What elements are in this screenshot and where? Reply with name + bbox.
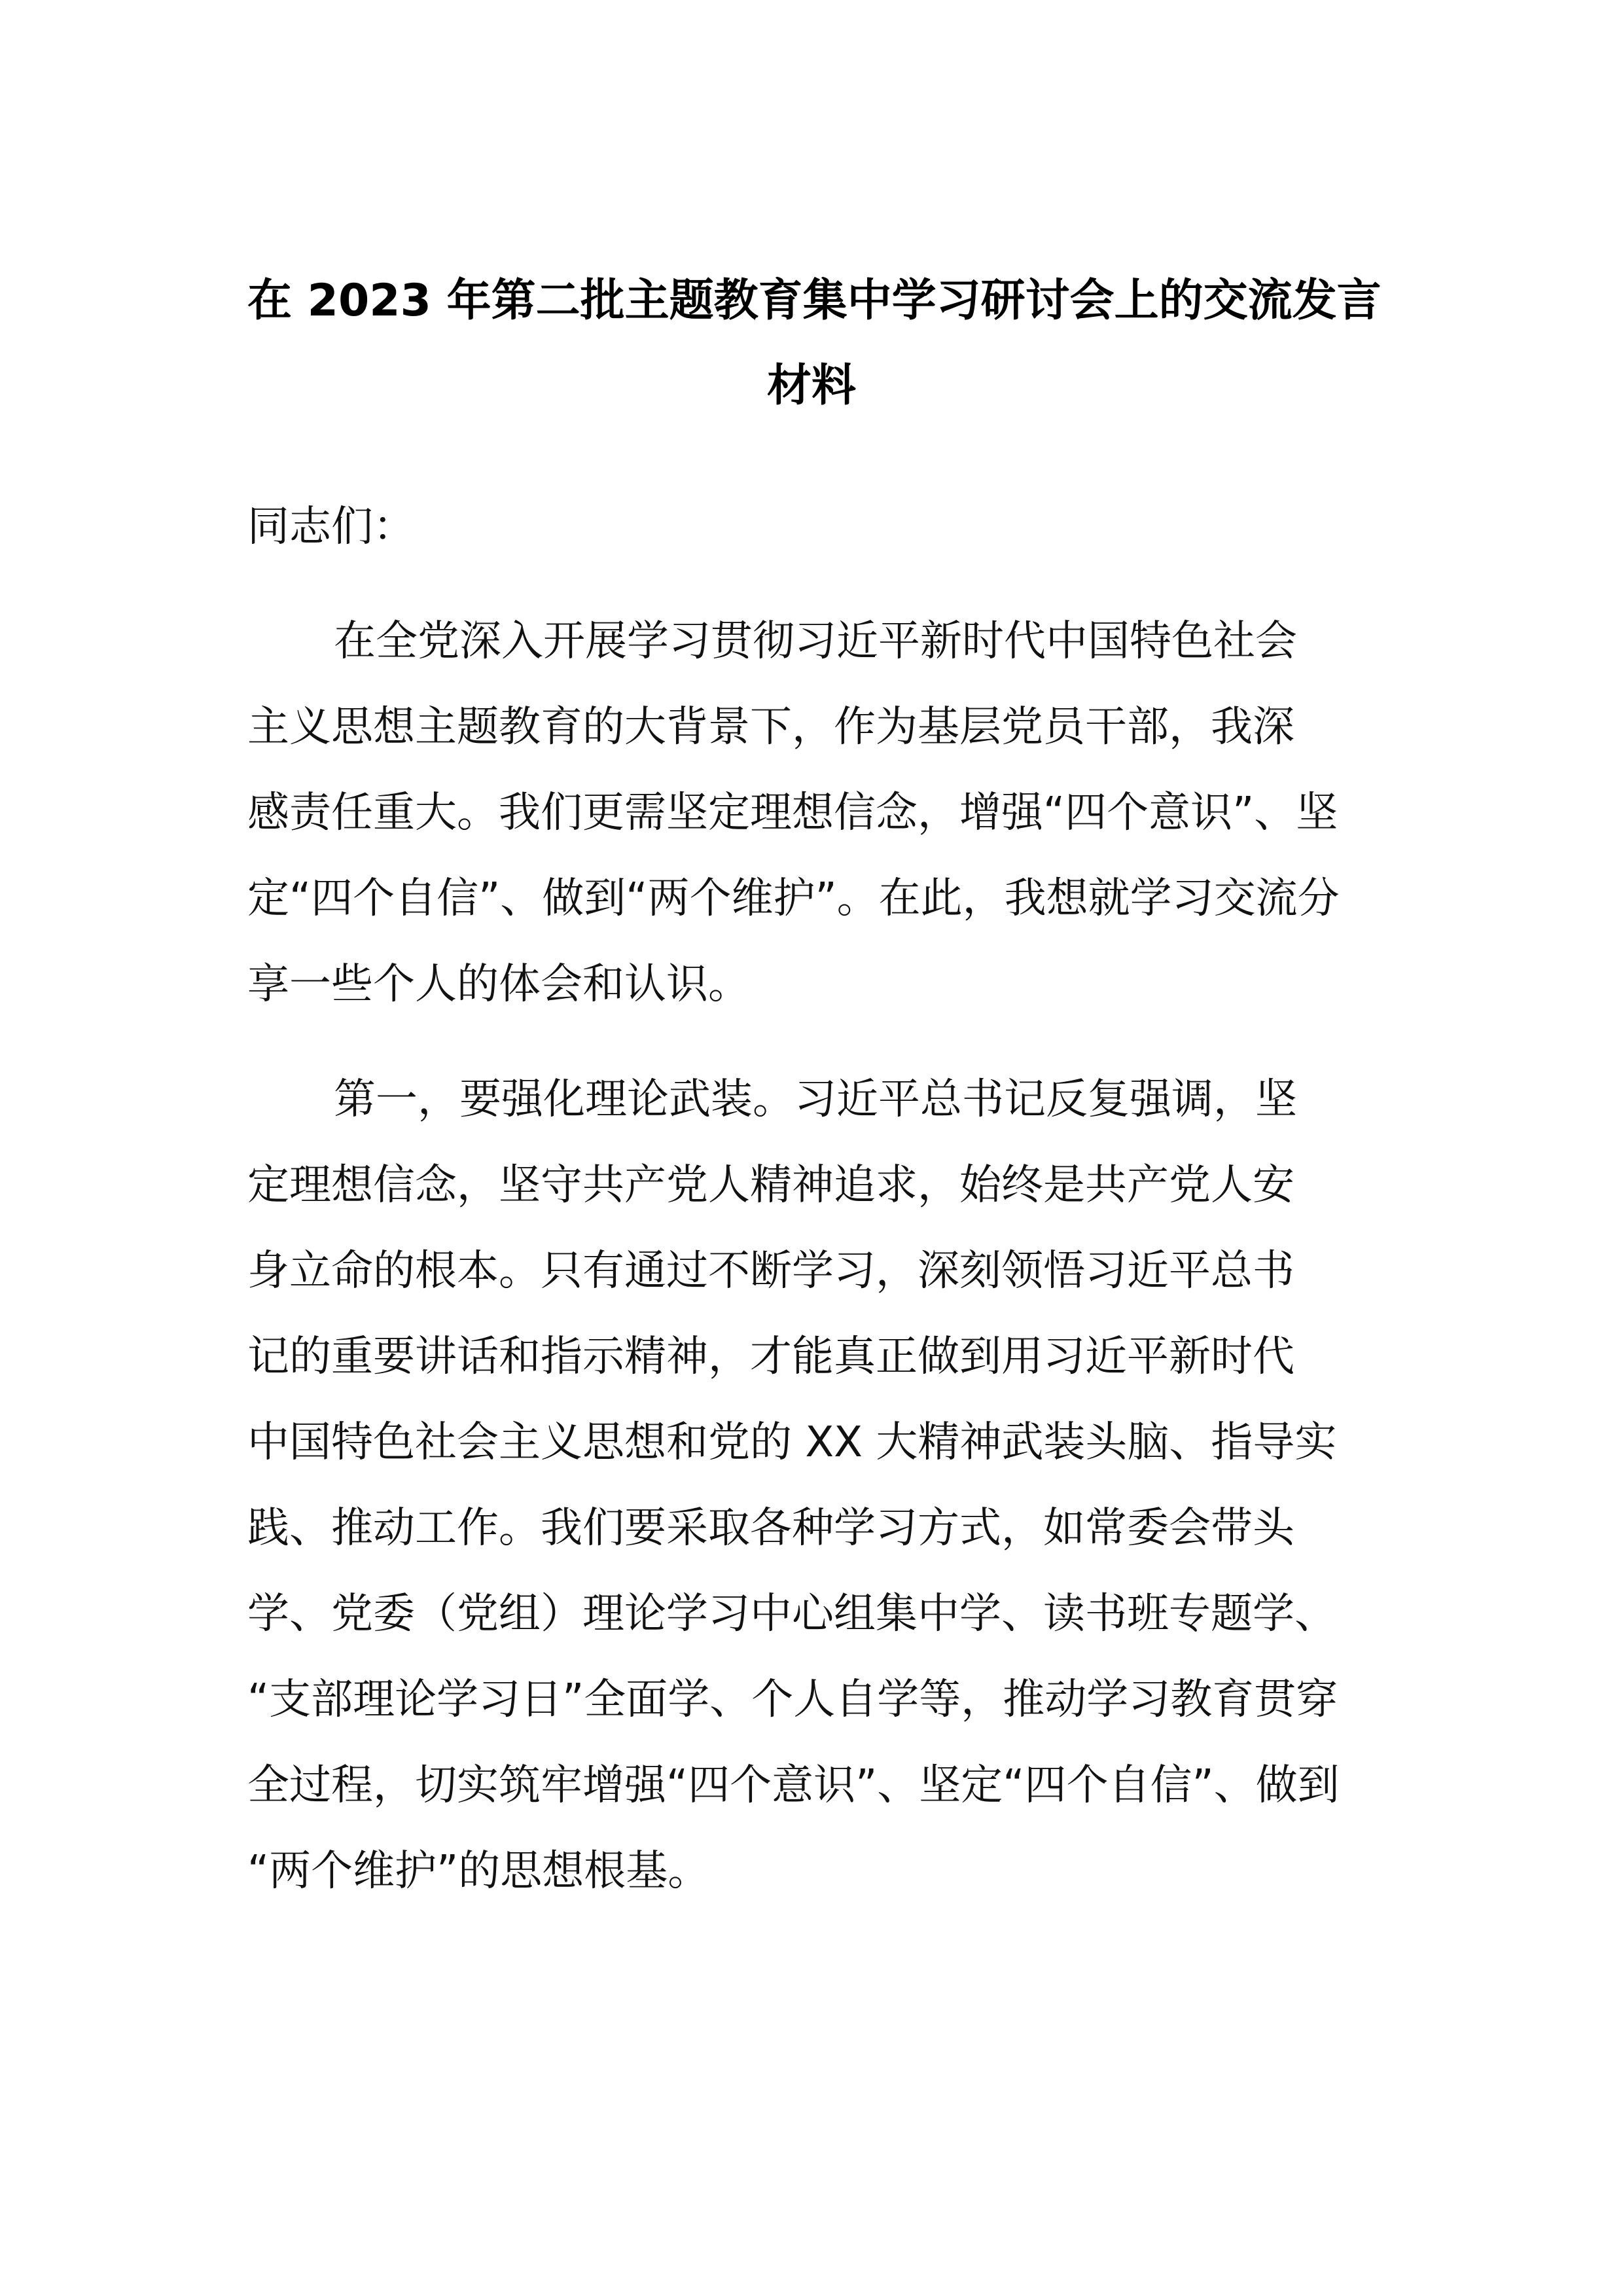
paragraph-intro bbox=[247, 599, 1340, 1028]
paragraph-line: 记的重要讲话和指示精神，才能真正做到用习近平新时代 bbox=[247, 1333, 1294, 1381]
paragraph-line: 全过程，切实筑牢增强“四个意识”、坚定“四个自信”、做到 bbox=[247, 1761, 1340, 1810]
paragraph-line: 第一，要强化理论武装。习近平总书记反复强调，坚 bbox=[334, 1075, 1297, 1124]
salutation: 同志们： bbox=[247, 503, 415, 551]
paragraph-line: 定理想信念，坚守共产党人精神追求，始终是共产党人安 bbox=[247, 1161, 1294, 1210]
paragraph-line: 身立命的根本。只有通过不断学习，深刻领悟习近平总书 bbox=[247, 1247, 1294, 1295]
document-title bbox=[247, 259, 1382, 429]
paragraph-line: 践、推动工作。我们要采取各种学习方式，如常委会带头 bbox=[247, 1504, 1294, 1552]
paragraph-line: 主义思想主题教育的大背景下，作为基层党员干部，我深 bbox=[247, 703, 1294, 751]
title-line: 在 2023 年第二批主题教育集中学习研讨会上的交流发言 bbox=[247, 275, 1382, 327]
paragraph-line: 享一些个人的体会和认识。 bbox=[247, 960, 750, 1009]
paragraph-line: 中国特色社会主义思想和党的 XX 大精神武装头脑、指导实 bbox=[247, 1418, 1337, 1467]
paragraph-line: 感责任重大。我们更需坚定理想信念，增强“四个意识”、坚 bbox=[247, 789, 1338, 837]
paragraph-line: “两个维护”的思想根基。 bbox=[247, 1847, 710, 1895]
paragraph-line: “支部理论学习日”全面学、个人自学等，推动学习教育贯穿 bbox=[247, 1676, 1338, 1724]
title-line: 材料 bbox=[766, 360, 856, 412]
paragraph-line: 学、党委（党组）理论学习中心组集中学、读书班专题学、 bbox=[247, 1590, 1336, 1638]
paragraph-line: 定“四个自信”、做到“两个维护”。在此，我想就学习交流分 bbox=[247, 874, 1340, 923]
paragraph-first-point bbox=[247, 1057, 1340, 1914]
paragraph-line: 在全党深入开展学习贯彻习近平新时代中国特色社会 bbox=[334, 617, 1297, 666]
